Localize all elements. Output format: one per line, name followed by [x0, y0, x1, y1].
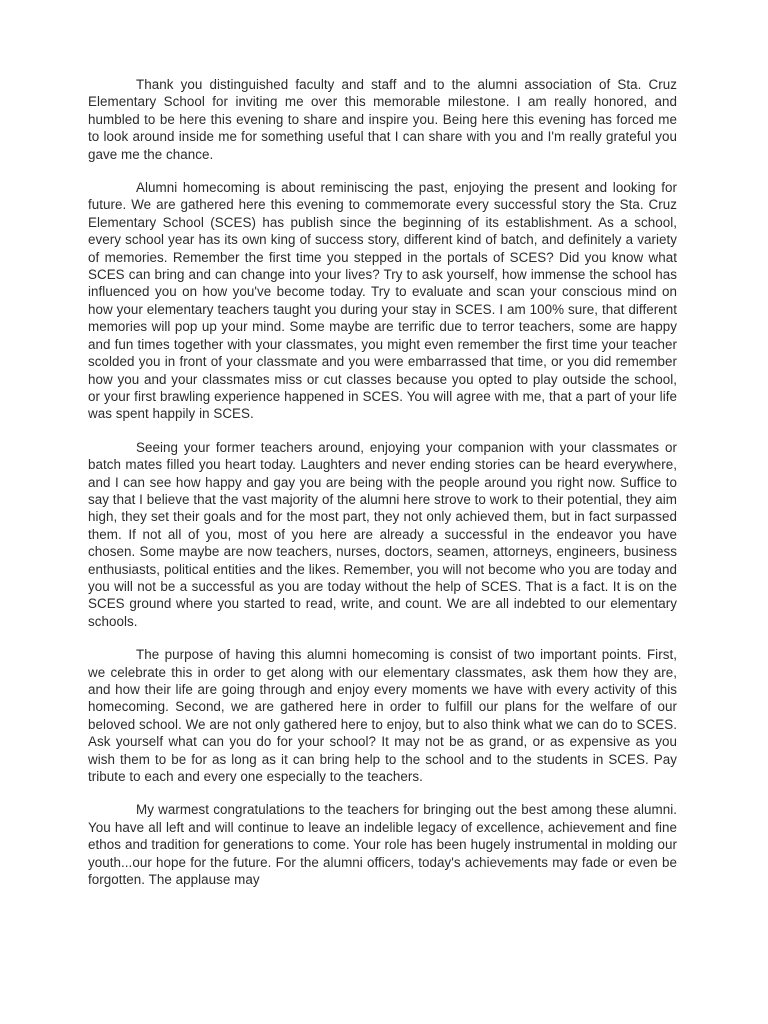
paragraph-purpose: The purpose of having this alumni homecoming is consist of two important points. First, we celebrate this in order to get along with our elementary classmates, ask them how they are, and how their life are going through and enjoy every moments we have with every activity of this homecoming. Second, we are gathered here in order to fulfill our plans for the welfare of our beloved school. We are not only gathered here to enjoy, but to also think what we can do to SCES. Ask yourself what can you do for your school? It may not be as grand, or as expensive as you wish them to be for as long as it can bring help to the school and to the students in SCES. Pay tribute to each and every one especially to the teachers. [88, 647, 677, 785]
document-body [88, 76, 677, 904]
paragraph-alumni-homecoming: Alumni homecoming is about reminiscing the past, enjoying the present and looking for future. We are gathered here this evening to commemorate every successful story the Sta. Cruz Elementary School (SCES) has publish since the beginning of its establishment. As a school, every school year has its own king of success story, different kind of batch, and definitely a variety of memories. Remember the first time you stepped in the portals of SCES? Did you know what SCES can bring and can change into your lives? Try to ask yourself, how immense the school has influenced you on how you've become today. Try to evaluate and scan your conscious mind on how your elementary teachers taught you during your stay in SCES. I am 100% sure, that different memories will pop up your mind. Some maybe are terrific due to terror teachers, some are happy and fun times together with your classmates, you might even remember the first time your teacher scolded you in front of your classmate and you were embarrassed that time, or you did remember how you and your classmates miss or cut classes because you opted to play outside the school, or your first brawling experience happened in SCES. You will agree with me, that a part of your life was spent happily in SCES. [88, 180, 677, 422]
paragraph-congratulations: My warmest congratulations to the teachers for bringing out the best among these alumni. You have all left and will continue to leave an indelible legacy of excellence, achievement and fine ethos and tradition for generations to come. Your role has been hugely instrumental in molding our youth...our hope for the future. For the alumni officers, today's achievements may fade or even be forgotten. The applause may [88, 802, 677, 888]
paragraph-opening-thanks: Thank you distinguished faculty and staff and to the alumni association of Sta. Cruz Elementary School for inviting me over this memorable milestone. I am really honored, and humbled to be here this evening to share and inspire you. Being here this evening has forced me to look around inside me for something useful that I can share with you and I'm really grateful you gave me the chance. [88, 77, 677, 162]
paragraph-former-teachers: Seeing your former teachers around, enjoying your companion with your classmates or batch mates filled you heart today. Laughters and never ending stories can be heard everywhere, and I can see how happy and gay you are being with the people around you right now. Suffice to say that I believe that the vast majority of the alumni here strove to work to their potential, they aim high, they set their goals and for the most part, they not only achieved them, but in fact surpassed them. If not all of you, most of you here are already a successful in the endeavor you have chosen. Some maybe are now teachers, nurses, doctors, seamen, attorneys, engineers, business enthusiasts, political entities and the likes. Remember, you will not become who you are today and you will not be a successful as you are today without the help of SCES. That is a fact. It is on the SCES ground where you started to read, write, and count. We are all indebted to our elementary schools. [88, 439, 677, 629]
